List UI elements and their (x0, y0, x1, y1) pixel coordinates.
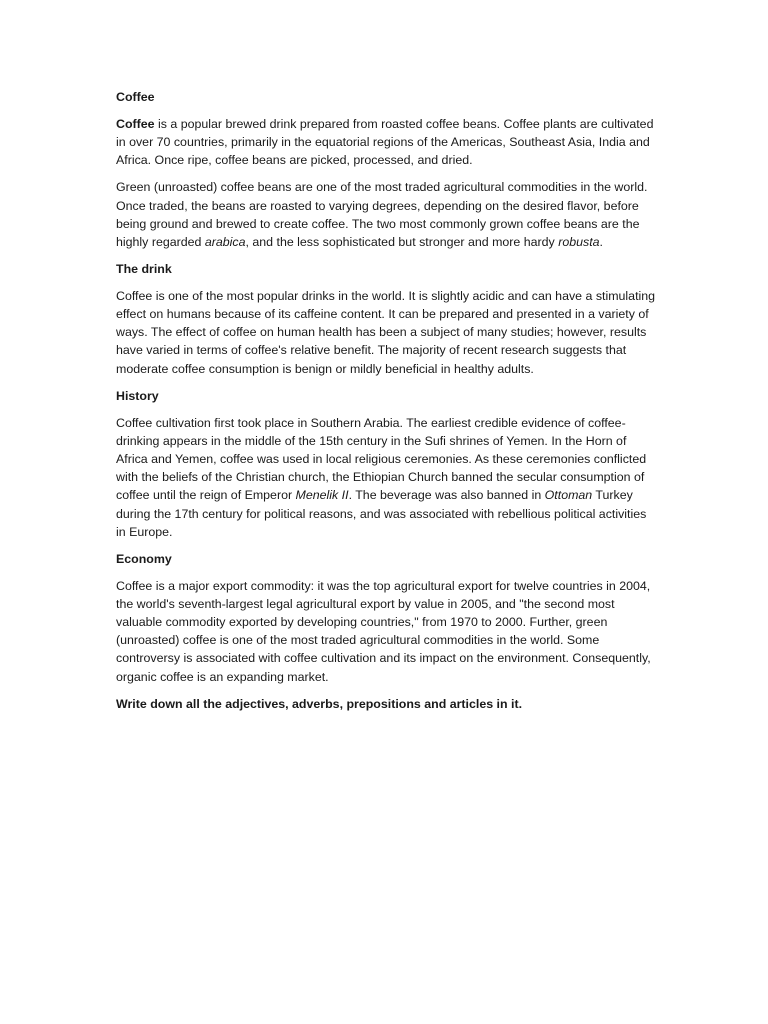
history-menelik: Menelik II (295, 488, 349, 503)
drink-heading: The drink (116, 262, 172, 277)
economy-heading: Economy (116, 551, 172, 566)
economy-paragraph: Coffee is a major export commodity: it was the top agricultural export for twelve countries in 2004, the world's seventh-largest legal agricultural export by value in 2005, and "the second most valuable commodity exported by developing countries," from 1970 to 2000. Further, green (unroasted) coffee is one of the most traded agricultural commodities in the world. Some controversy is associated with coffee cultivation and its impact on the environment. Consequently, organic coffee is an expanding market. (116, 578, 651, 684)
beans-text-part3: . (599, 234, 603, 249)
beans-text-part2: , and the less sophisticated but stronger and more hardy (245, 234, 559, 249)
beans-arabica: arabica (204, 234, 246, 249)
exercise-instruction: Write down all the adjectives, adverbs, prepositions and articles in it. (116, 696, 523, 711)
beans-robusta: robusta (558, 234, 600, 249)
drink-paragraph: Coffee is one of the most popular drinks in the world. It is slightly acidic and can have a stimulating effect on humans because of its caffeine content. It can be prepared and presented in a variety of ways. The effect of coffee on human health has been a subject of many studies; however, results have varied in terms of coffee's relative benefit. The majority of recent research suggests that moderate coffee consumption is benign or mildly beneficial in healthy adults. (116, 288, 656, 376)
history-paragraph (116, 414, 656, 541)
document-page (116, 88, 656, 713)
history-text-part3: Turkey during the 17th century for political reasons, and was associated with rebellious political activities in Europe. (116, 488, 647, 539)
beans-paragraph (116, 178, 656, 251)
intro-paragraph (116, 115, 656, 170)
intro-text: is a popular brewed drink prepared from roasted coffee beans. Coffee plants are cultivated in over 70 countries, primarily in the equatorial regions of the Americas, Southeast Asia, India and Africa. Once ripe, coffee beans are picked, processed, and dried. (116, 116, 654, 168)
intro-term: Coffee (116, 116, 155, 131)
history-text-part2: . The beverage was also banned in (348, 488, 545, 503)
beans-text-part1: Green (unroasted) coffee beans are one of the most traded agricultural commodities in the world. Once traded, the beans are roasted to varying degrees, depending on the desired flavor, before being ground and brewed to create coffee. The two most commonly grown coffee beans are the highly regarded (116, 180, 648, 249)
history-ottoman: Ottoman (544, 488, 593, 503)
history-text-part1: Coffee cultivation first took place in Southern Arabia. The earliest credible evidence of coffee-drinking appears in the middle of the 15th century in the Sufi shrines of Yemen. In the Horn of Africa and Yemen, coffee was used in local religious ceremonies. As these ceremonies conflicted with the beliefs of the Christian church, the Ethiopian Church banned the secular consumption of coffee until the reign of Emperor (116, 415, 647, 503)
document-title: Coffee (116, 90, 155, 104)
history-heading: History (116, 388, 159, 403)
